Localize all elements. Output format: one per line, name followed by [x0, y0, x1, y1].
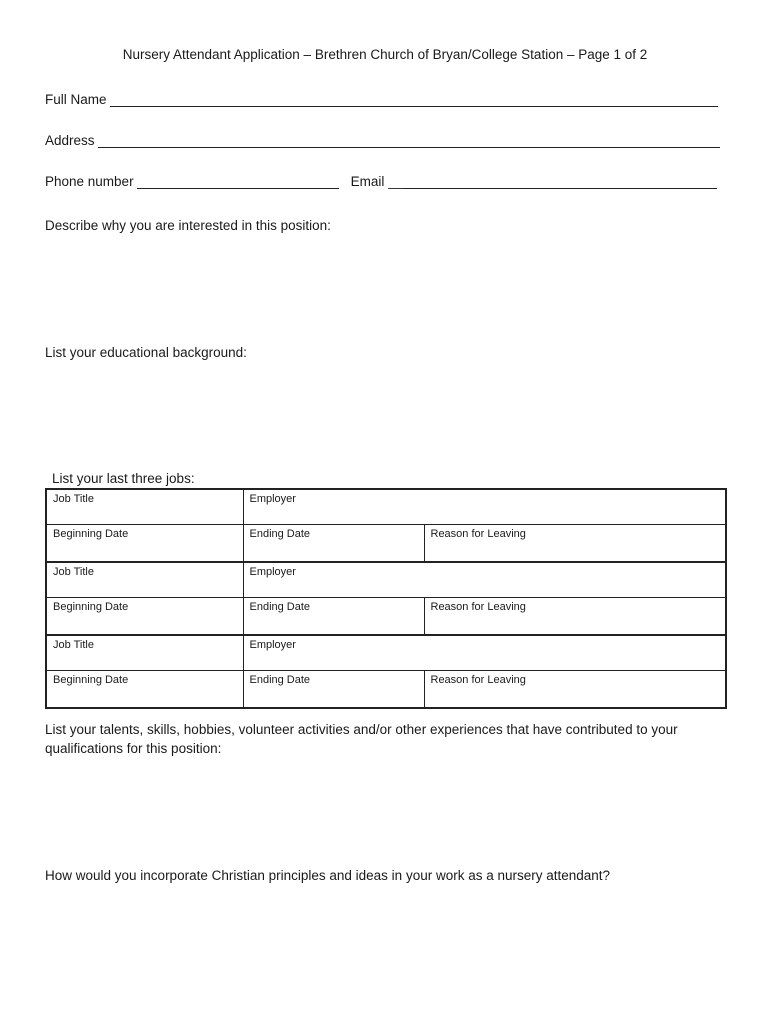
job-title-label: Job Title	[53, 493, 94, 505]
job-1-title-cell[interactable]	[46, 489, 243, 525]
phone-label: Phone number	[45, 174, 134, 189]
education-prompt: List your educational background:	[45, 345, 247, 360]
job-3-reason-cell[interactable]	[424, 671, 726, 709]
employer-label: Employer	[249, 639, 296, 651]
job-1-row-a	[46, 489, 726, 525]
job-1-employer-cell[interactable]	[243, 489, 726, 525]
job-3-begin-cell[interactable]	[46, 671, 243, 709]
address-label: Address	[45, 133, 95, 148]
job-1-reason-cell[interactable]	[424, 525, 726, 563]
email-prefix: __	[388, 174, 404, 189]
ending-date-label: Ending Date	[249, 528, 311, 540]
job-3-end-cell[interactable]	[243, 671, 424, 709]
christian-principles-prompt: How would you incorporate Christian principles and ideas in your work as a nursery attendant?	[45, 868, 611, 883]
employer-label: Employer	[249, 566, 296, 578]
job-2-employer-cell[interactable]	[243, 562, 726, 598]
full-name-field[interactable]	[110, 92, 718, 107]
job-2-reason-cell[interactable]	[424, 598, 726, 636]
reason-label: Reason for Leaving	[430, 601, 526, 613]
job-3-row-a	[46, 635, 726, 671]
job-title-label: Job Title	[53, 566, 94, 578]
full-name-row	[45, 92, 718, 107]
address-row	[45, 133, 720, 148]
email-label: Email	[350, 174, 385, 189]
job-3-employer-cell[interactable]	[243, 635, 726, 671]
job-2-row-a	[46, 562, 726, 598]
jobs-prompt: List your last three jobs:	[52, 471, 195, 486]
job-3-row-b	[46, 671, 726, 709]
employer-label: Employer	[249, 493, 296, 505]
ending-date-label: Ending Date	[249, 601, 311, 613]
talents-prompt: List your talents, skills, hobbies, volunteer activities and/or other experiences that have contributed to your qualifications for this position:	[45, 722, 678, 756]
beginning-date-label: Beginning Date	[53, 674, 129, 686]
interest-prompt: Describe why you are interested in this position:	[45, 218, 331, 233]
job-3-title-cell[interactable]	[46, 635, 243, 671]
job-1-end-cell[interactable]	[243, 525, 424, 563]
job-2-title-cell[interactable]	[46, 562, 243, 598]
address-field[interactable]	[98, 133, 720, 148]
job-2-end-cell[interactable]	[243, 598, 424, 636]
jobs-table	[45, 488, 727, 709]
page-title: Nursery Attendant Application – Brethren Church of Bryan/College Station – Page 1 of 2	[122, 47, 648, 62]
reason-label: Reason for Leaving	[430, 674, 526, 686]
job-1-row-b	[46, 525, 726, 563]
phone-email-row	[45, 174, 717, 189]
email-field[interactable]	[403, 174, 717, 189]
full-name-label: Full Name	[45, 92, 107, 107]
reason-label: Reason for Leaving	[430, 528, 526, 540]
job-title-label: Job Title	[53, 639, 94, 651]
ending-date-label: Ending Date	[249, 674, 311, 686]
beginning-date-label: Beginning Date	[53, 528, 129, 540]
job-2-row-b	[46, 598, 726, 636]
phone-field[interactable]	[137, 174, 339, 189]
beginning-date-label: Beginning Date	[53, 601, 129, 613]
job-2-begin-cell[interactable]	[46, 598, 243, 636]
job-1-begin-cell[interactable]	[46, 525, 243, 563]
